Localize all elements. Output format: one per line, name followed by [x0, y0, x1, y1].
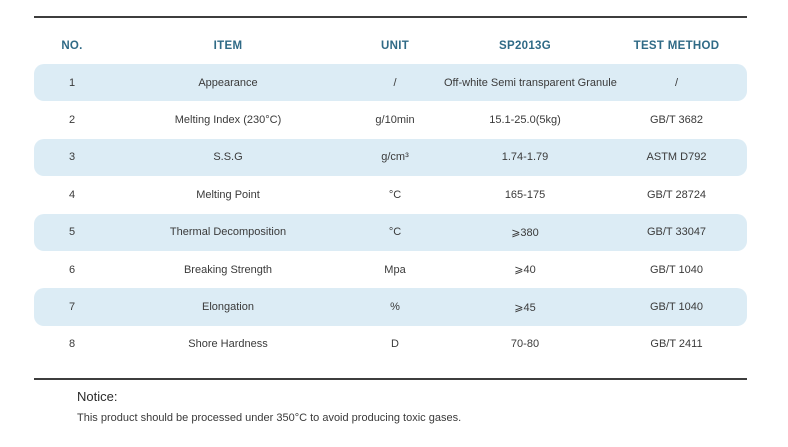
cell-test-method: GB/T 1040 — [650, 263, 703, 276]
notice-title: Notice: — [77, 389, 118, 404]
cell-no: 2 — [68, 114, 76, 127]
cell-value: 1.74-1.79 — [501, 151, 549, 164]
cell-value: 165-175 — [504, 188, 546, 201]
cell-item: Melting Point — [196, 188, 260, 201]
cell-no: 7 — [68, 301, 76, 314]
top-divider — [34, 16, 747, 18]
header-grade: SP2013G — [499, 39, 551, 52]
cell-no: 3 — [68, 151, 76, 164]
table-row — [34, 101, 747, 138]
cell-unit: D — [391, 338, 399, 351]
table-row — [34, 176, 747, 213]
cell-value: Off-white Semi transparent Granule — [444, 76, 617, 89]
cell-test-method: ASTM D792 — [646, 151, 707, 164]
table-row — [34, 214, 747, 251]
cell-test-method: GB/T 2411 — [650, 338, 703, 351]
table-row — [34, 288, 747, 325]
cell-no: 4 — [68, 188, 76, 201]
cell-value: 15.1-25.0(5kg) — [489, 114, 561, 127]
header-unit: UNIT — [380, 39, 410, 52]
table-row — [34, 326, 747, 363]
cell-item: S.S.G — [213, 151, 243, 164]
cell-no: 6 — [68, 263, 76, 276]
cell-test-method: GB/T 33047 — [646, 226, 707, 239]
bottom-divider — [34, 378, 747, 380]
cell-unit: g/10min — [375, 114, 415, 127]
cell-no: 8 — [68, 338, 76, 351]
cell-item: Breaking Strength — [183, 263, 273, 276]
properties-table — [34, 27, 747, 363]
notice-text: This product should be processed under 350°C to avoid producing toxic gases. — [77, 412, 462, 424]
cell-no: 5 — [68, 226, 76, 239]
cell-unit: % — [390, 301, 400, 314]
cell-unit: g/cm³ — [381, 151, 409, 164]
cell-test-method: / — [674, 76, 679, 89]
cell-item: Appearance — [198, 76, 258, 89]
cell-item: Shore Hardness — [188, 338, 268, 351]
table-header — [34, 27, 747, 64]
cell-value: ⩾40 — [514, 264, 536, 277]
cell-value: ⩾45 — [514, 301, 536, 314]
header-item: ITEM — [213, 39, 243, 52]
cell-value: 70-80 — [510, 338, 540, 351]
cell-unit: Mpa — [384, 263, 406, 276]
table-row — [34, 139, 747, 176]
cell-test-method: GB/T 28724 — [646, 188, 707, 201]
cell-unit: °C — [388, 188, 402, 201]
header-no: NO. — [61, 39, 83, 52]
table-row — [34, 64, 747, 101]
cell-item: Elongation — [202, 301, 254, 314]
cell-no: 1 — [68, 76, 76, 89]
cell-item: Melting Index (230°C) — [174, 114, 282, 127]
cell-value: ⩾380 — [511, 226, 539, 239]
cell-test-method: GB/T 3682 — [650, 114, 703, 127]
cell-unit: / — [393, 76, 397, 89]
table-row — [34, 251, 747, 288]
header-test-method: TEST METHOD — [633, 39, 720, 52]
cell-test-method: GB/T 1040 — [650, 301, 703, 314]
cell-item: Thermal Decomposition — [169, 226, 287, 239]
cell-unit: °C — [388, 226, 402, 239]
